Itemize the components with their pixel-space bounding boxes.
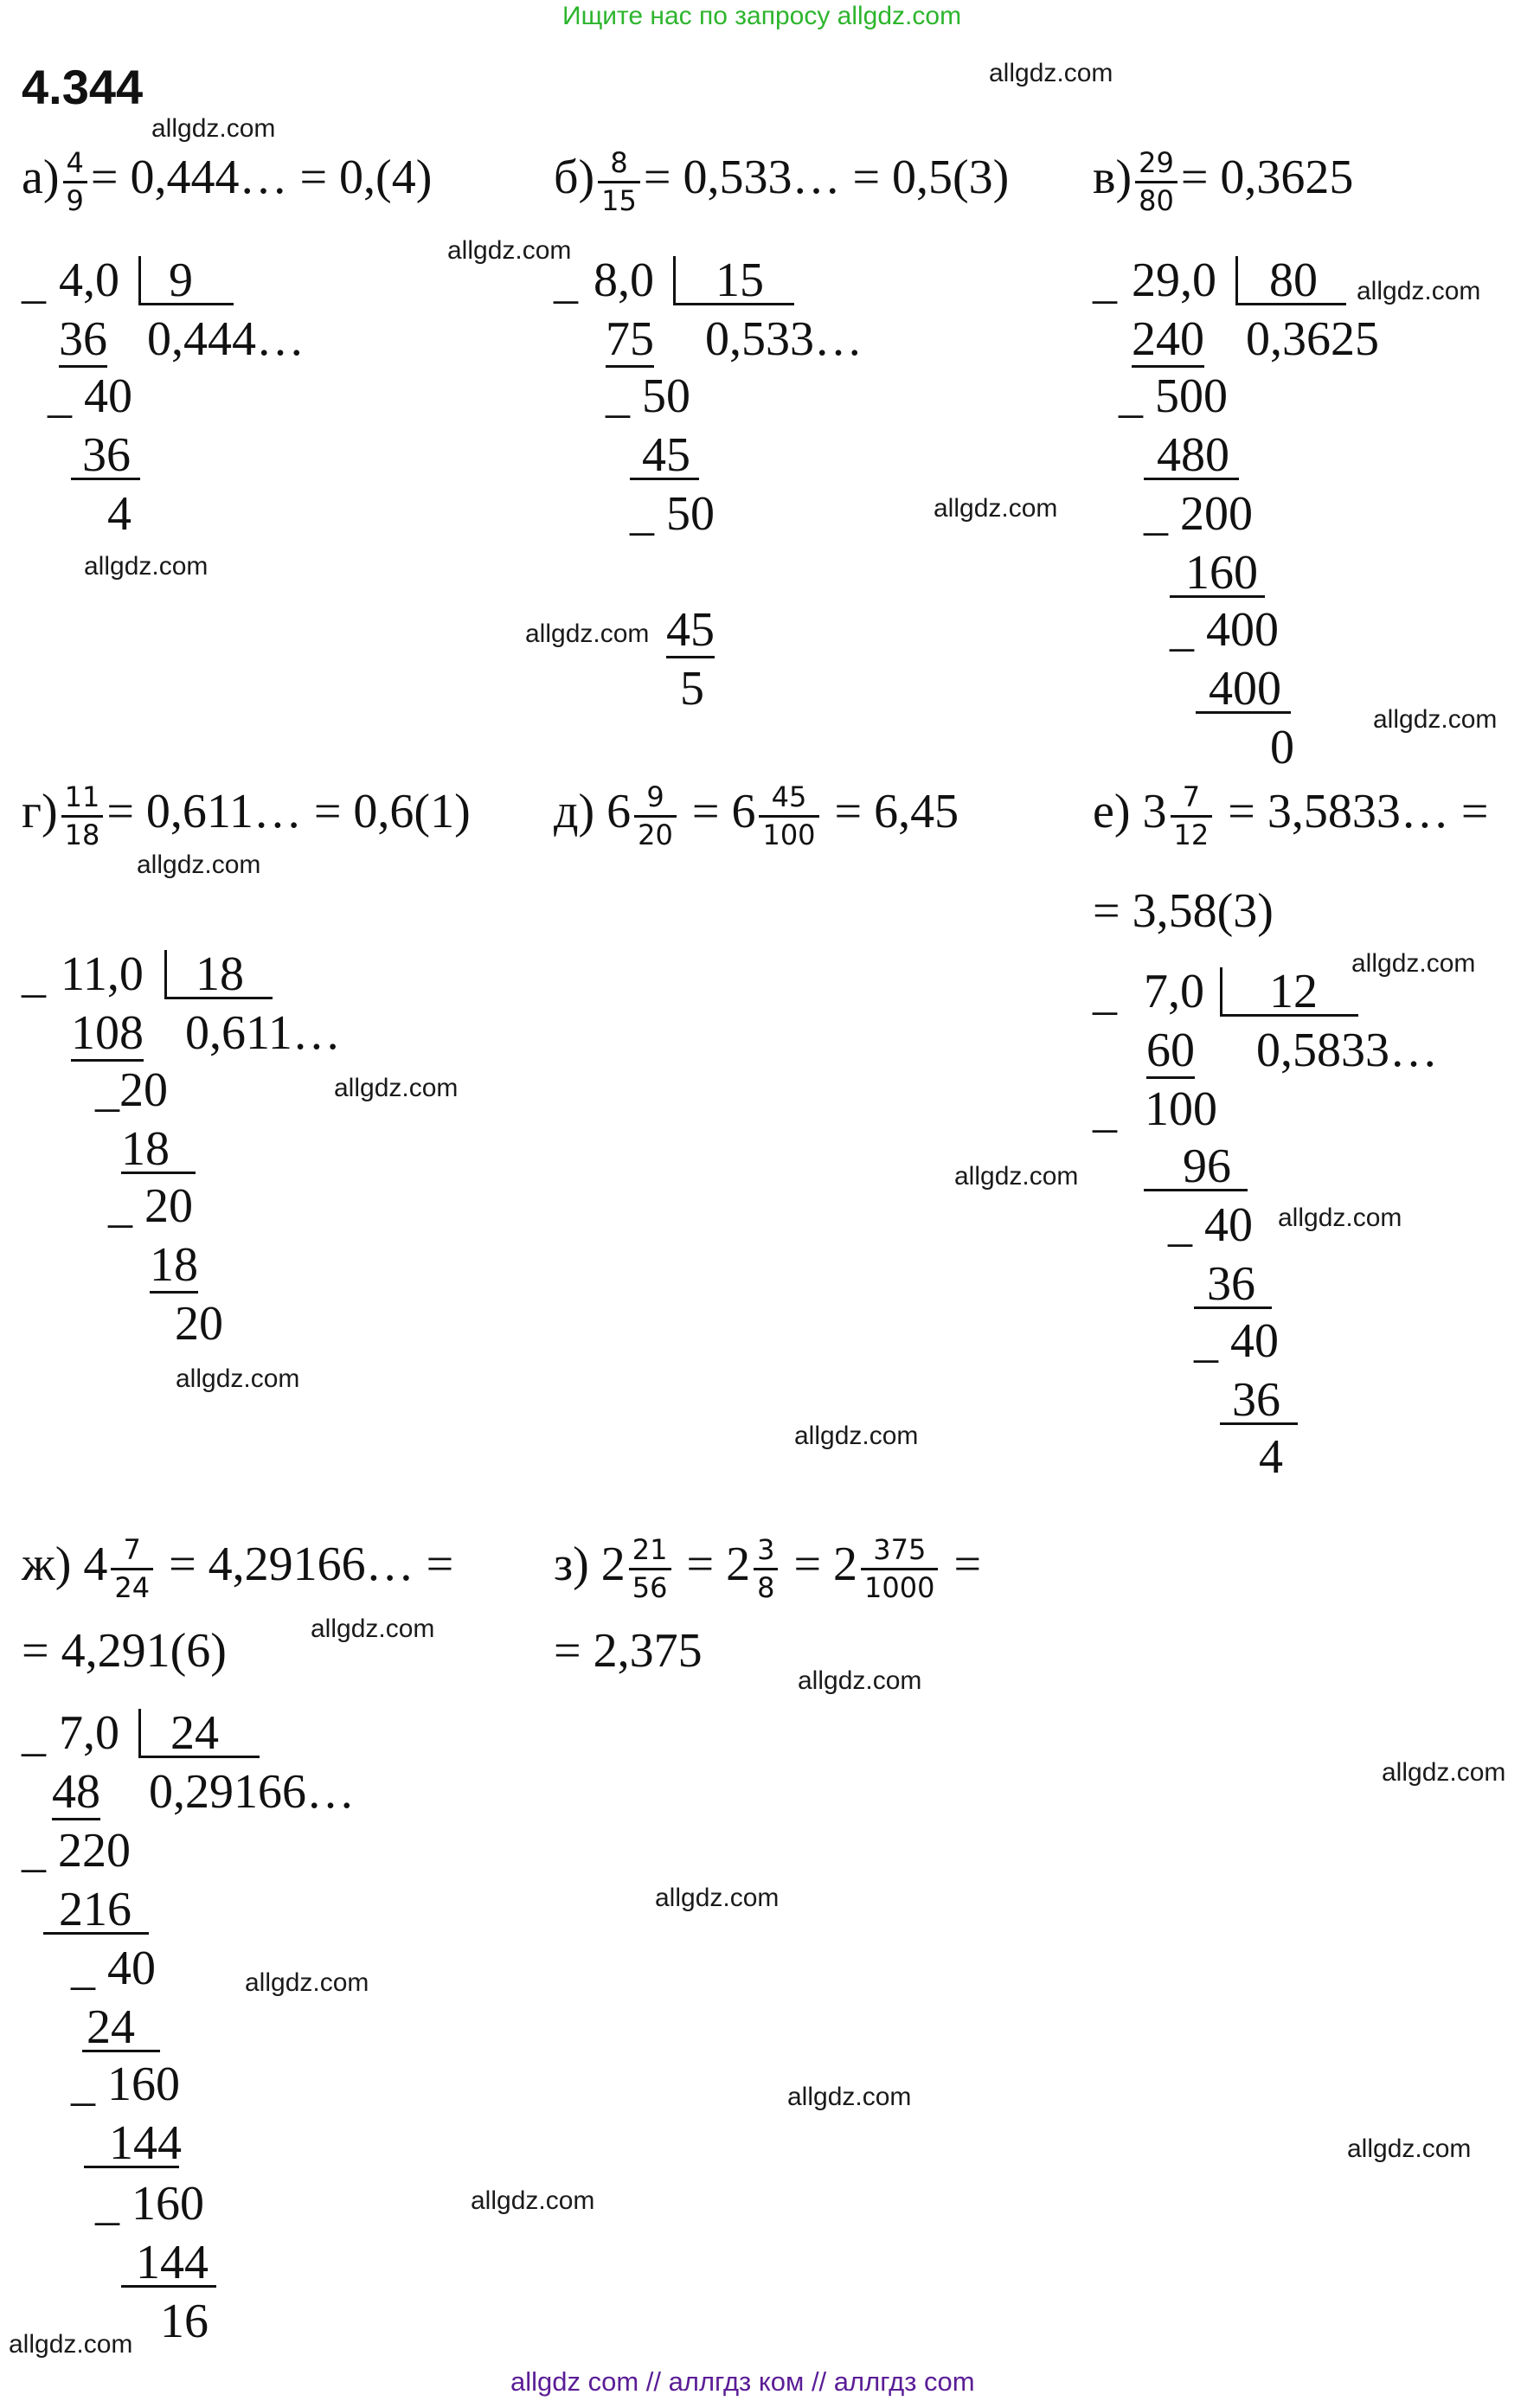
part-e-result: = 3,58(3) — [1093, 884, 1274, 938]
problem-number: 4.344 — [22, 60, 144, 114]
part-z-result: = 2,375 — [554, 1624, 703, 1678]
part-d-equation: д) 6 $\frac{9}{20}$ = 6 $\frac{45}{100}$ = 6,45 — [554, 780, 959, 851]
fraction: $\frac{8}{15}$ — [598, 147, 640, 217]
watermark: allgdz.com — [798, 1666, 922, 1695]
header-link[interactable]: Ищите нас по запросу allgdz.com — [562, 2, 962, 30]
fraction: $\frac{9}{20}$ — [634, 781, 677, 851]
watermark: allgdz.com — [655, 1884, 780, 1912]
watermark: allgdz.com — [9, 2330, 133, 2359]
watermark: allgdz.com — [1347, 2135, 1472, 2163]
fraction: $\frac{11}{18}$ — [61, 781, 104, 851]
part-zh-result: = 4,291(6) — [22, 1624, 227, 1678]
fraction: $\frac{375}{1000}$ — [861, 1534, 938, 1604]
watermark: allgdz.com — [447, 236, 572, 265]
part-b-equation: б) $\frac{8}{15}$ = 0,533… = 0,5(3) — [554, 146, 1010, 217]
part-g-equation: г) $\frac{11}{18}$ = 0,611… = 0,6(1) — [22, 780, 471, 851]
fraction: $\frac{21}{56}$ — [629, 1534, 671, 1604]
watermark: allgdz.com — [1278, 1204, 1402, 1232]
fraction: $\frac{4}{9}$ — [63, 147, 87, 217]
watermark: allgdz.com — [311, 1615, 435, 1643]
watermark: allgdz.com — [137, 851, 261, 879]
fraction: $\frac{45}{100}$ — [759, 781, 818, 851]
watermark: allgdz.com — [471, 2186, 595, 2215]
watermark: allgdz.com — [1357, 277, 1481, 305]
watermark: allgdz.com — [245, 1968, 369, 1997]
watermark: allgdz.com — [84, 552, 209, 581]
part-z-equation: з) 2 $\frac{21}{56}$ = 2 $\frac{3}{8}$ = 2 $\frac{375}{1000}$ = — [554, 1533, 982, 1604]
watermark: allgdz.com — [787, 2083, 912, 2111]
watermark: allgdz.com — [954, 1162, 1079, 1191]
fraction: $\frac{29}{80}$ — [1135, 147, 1177, 217]
fraction: $\frac{7}{24}$ — [111, 1534, 153, 1604]
part-e-equation: е) 3 $\frac{7}{12}$ = 3,5833… = — [1093, 780, 1489, 851]
watermark: allgdz.com — [934, 494, 1058, 523]
watermark: allgdz.com — [151, 114, 276, 143]
part-a-equation: а) $\frac{4}{9}$ = 0,444… = 0,(4) — [22, 146, 433, 217]
part-zh-equation: ж) 4 $\frac{7}{24}$ = 4,29166… = — [22, 1533, 454, 1604]
watermark: allgdz.com — [1382, 1758, 1506, 1787]
watermark: allgdz.com — [1373, 705, 1498, 734]
fraction: $\frac{3}{8}$ — [754, 1534, 778, 1604]
watermark: allgdz.com — [525, 620, 650, 648]
fraction: $\frac{7}{12}$ — [1171, 781, 1213, 851]
part-v-equation: в) $\frac{29}{80}$ = 0,3625 — [1093, 146, 1354, 217]
watermark: allgdz.com — [1351, 949, 1476, 978]
watermark: allgdz.com — [334, 1074, 459, 1102]
watermark: allgdz.com — [176, 1364, 300, 1393]
watermark: allgdz.com — [989, 59, 1113, 87]
watermark: allgdz.com — [794, 1422, 919, 1450]
footer-links[interactable]: allgdz com // аллгдз ком // аллгдз com — [510, 2366, 975, 2397]
